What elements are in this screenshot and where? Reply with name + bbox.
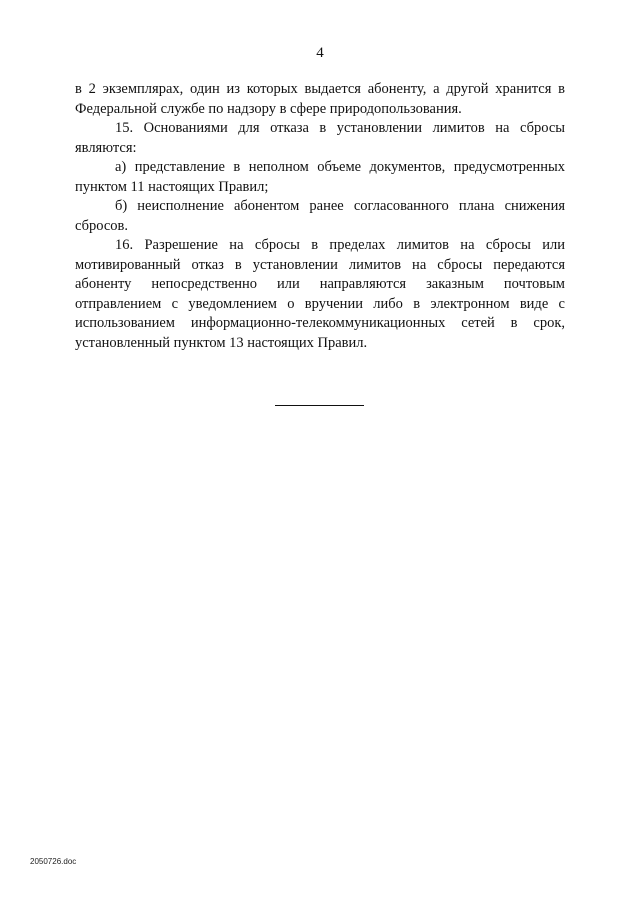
page-number: 4: [316, 45, 324, 61]
document-body: [75, 80, 565, 353]
paragraph-15: 15. Основаниями для отказа в установлении лимитов на сбросы являются:: [75, 120, 565, 156]
end-separator-line: [275, 405, 364, 406]
paragraph-continuation: в 2 экземплярах, один из которых выдается абоненту, а другой хранится в Федеральной службе по надзору в сфере природопользования.: [75, 81, 565, 117]
paragraph-15-b: б) неисполнение абонентом ранее согласованного плана снижения сбросов.: [75, 198, 565, 234]
paragraph-16: 16. Разрешение на сбросы в пределах лимитов на сбросы или мотивированный отказ в установлении лимитов на сбросы передаются абоненту непосредственно или направляются заказным почтовым отправлением с уведомлением о вручении либо в электронном виде с использованием информационно-телекоммуникационных сетей в срок, установленный пунктом 13 настоящих Правил.: [75, 237, 565, 351]
paragraph-15-a: а) представление в неполном объеме документов, предусмотренных пунктом 11 настоящих Правил;: [75, 159, 565, 195]
document-code: 2050726.doc: [30, 857, 77, 866]
